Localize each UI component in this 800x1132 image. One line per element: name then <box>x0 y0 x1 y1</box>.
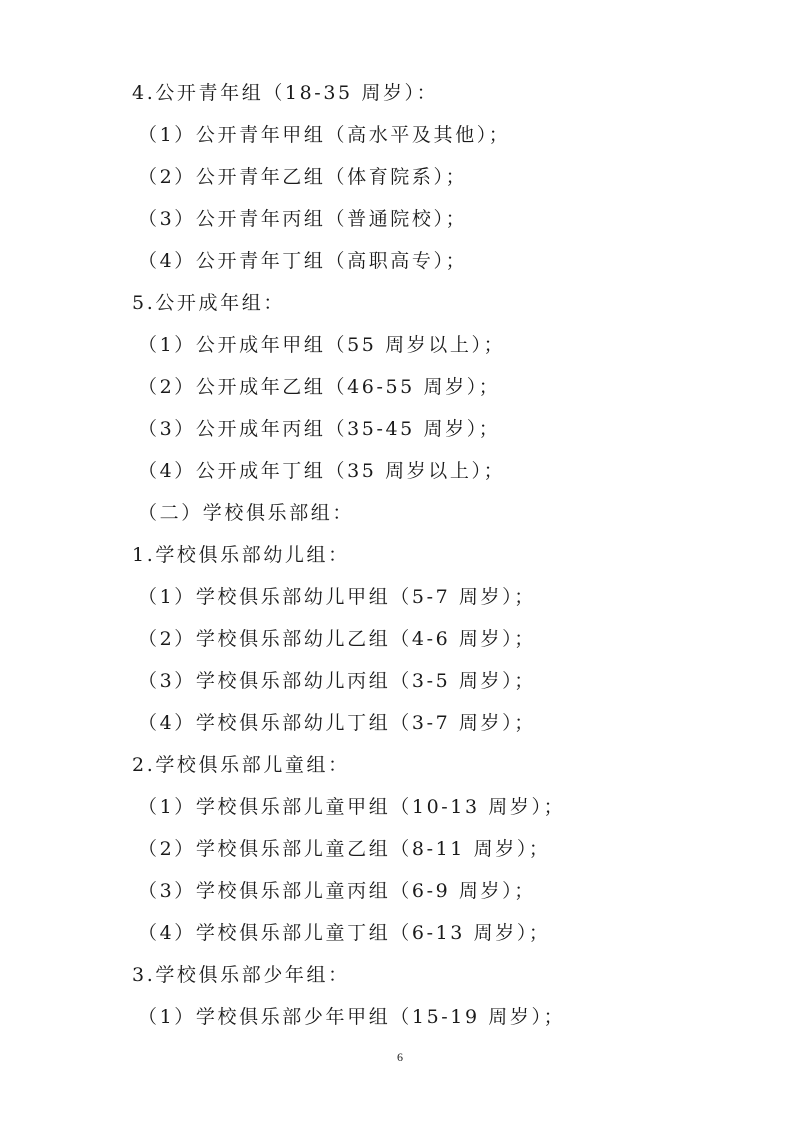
section-heading: 3.学校俱乐部少年组： <box>132 964 350 986</box>
list-item: （4）公开青年丁组（高职高专）； <box>138 250 468 272</box>
list-item: （1）学校俱乐部少年甲组（15-19 周岁）； <box>138 1006 566 1028</box>
document-body <box>0 72 800 1038</box>
list-item: （1）公开青年甲组（高水平及其他）； <box>138 124 511 146</box>
list-item: （1）学校俱乐部幼儿甲组（5-7 周岁）； <box>138 586 536 608</box>
list-item: （3）公开成年丙组（35-45 周岁）； <box>138 418 501 440</box>
list-item: （2）公开成年乙组（46-55 周岁）； <box>138 376 501 398</box>
list-item: （3）公开青年丙组（普通院校）； <box>138 208 468 230</box>
section-heading: 5.公开成年组： <box>132 292 285 314</box>
list-item: （3）学校俱乐部幼儿丙组（3-5 周岁）； <box>138 670 536 692</box>
list-item: （2）学校俱乐部儿童乙组（8-11 周岁）； <box>138 838 551 860</box>
list-item: （1）学校俱乐部儿童甲组（10-13 周岁）； <box>138 796 566 818</box>
list-item: （3）学校俱乐部儿童丙组（6-9 周岁）； <box>138 880 536 902</box>
list-item: （4）学校俱乐部儿童丁组（6-13 周岁）； <box>138 922 551 944</box>
list-item: （2）公开青年乙组（体育院系）； <box>138 166 468 188</box>
section-heading: 4.公开青年组（18-35 周岁）： <box>132 82 439 104</box>
page-number: 6 <box>397 1050 403 1064</box>
list-item: （4）公开成年丁组（35 周岁以上）； <box>138 460 506 482</box>
list-item: （4）学校俱乐部幼儿丁组（3-7 周岁）； <box>138 712 536 734</box>
subsection-heading: （二）学校俱乐部组： <box>138 502 355 524</box>
section-heading: 2.学校俱乐部儿童组： <box>132 754 350 776</box>
list-item: （2）学校俱乐部幼儿乙组（4-6 周岁）； <box>138 628 536 650</box>
section-heading: 1.学校俱乐部幼儿组： <box>132 544 350 566</box>
list-item: （1）公开成年甲组（55 周岁以上）； <box>138 334 506 356</box>
